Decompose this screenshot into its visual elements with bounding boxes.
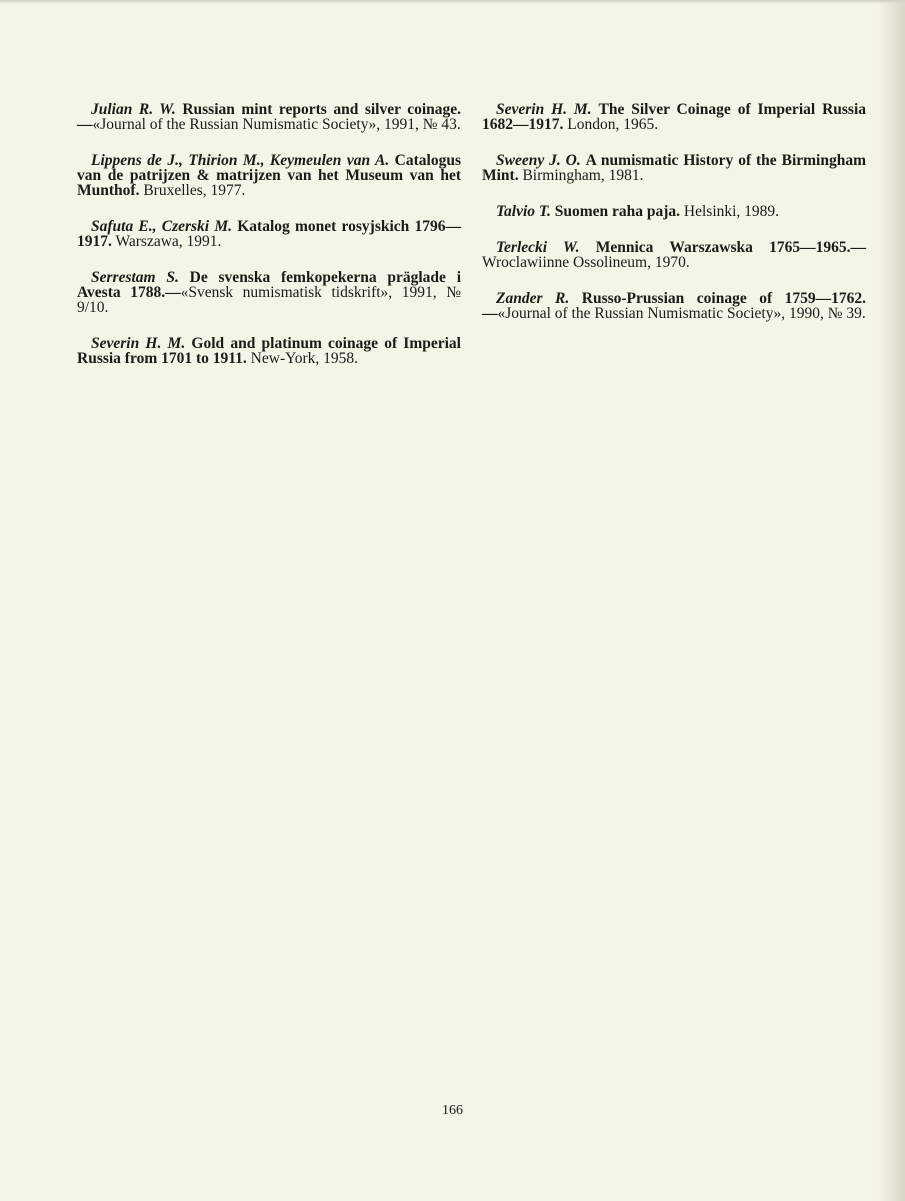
entry-author: Serrestam S. — [91, 269, 179, 286]
entry-author: Terlecki W. — [496, 239, 580, 256]
page-number: 166 — [442, 1103, 463, 1118]
entry-author: Sweeny J. O. — [496, 152, 581, 169]
entry-title: Suomen raha paja. — [554, 203, 681, 220]
bibliography-entry — [482, 102, 866, 132]
bibliography-entry — [77, 102, 461, 132]
bibliography-entry — [77, 153, 461, 198]
page-top-edge — [0, 0, 905, 4]
entry-publication: Birmingham, 1981. — [522, 167, 644, 184]
entry-publication: Wroclawiinne Ossolineum, 1970. — [482, 254, 690, 271]
entry-author: Severin H. M. — [496, 101, 592, 118]
entry-author: Safuta E., Czerski M. — [91, 218, 232, 235]
entry-title: De svenska femkopekerna präglade i Avesta 1788.— — [77, 269, 462, 301]
bibliography-column-right — [482, 102, 866, 342]
page-gutter-shadow — [879, 0, 905, 1201]
entry-publication: London, 1965. — [567, 116, 659, 133]
entry-title: Katalog monet rosyjskich 1796—1917. — [77, 218, 462, 250]
entry-publication: Bruxelles, 1977. — [143, 182, 246, 199]
entry-title: Catalogus van de patrijzen & matrijzen van het Museum van het Munthof. — [77, 152, 461, 199]
bibliography-entry — [77, 219, 461, 249]
bibliography-entry — [482, 291, 866, 321]
entry-title: Russian mint reports and silver coinage.— — [77, 101, 462, 133]
bibliography-entry — [482, 153, 866, 183]
entry-title: The Silver Coinage of Imperial Russia 1682—1917. — [482, 101, 867, 133]
bibliography-entry — [482, 240, 866, 270]
entry-title: Russo-Prussian coinage of 1759—1762.— — [482, 290, 866, 322]
entry-author: Severin H. M. — [91, 335, 186, 352]
entry-author: Lippens de J., Thirion M., Keymeulen van A. — [91, 152, 390, 169]
entry-publication: Helsinki, 1989. — [683, 203, 780, 220]
entry-title: Mennica Warszawska 1765—1965.— — [595, 239, 866, 256]
entry-publication: New-York, 1958. — [250, 350, 359, 367]
entry-title: A numismatic History of the Birmingham Mint. — [482, 152, 866, 184]
entry-author: Talvio T. — [496, 203, 551, 220]
entry-publication: Warszawa, 1991. — [115, 233, 222, 250]
entry-title: Gold and platinum coinage of Imperial Russia from 1701 to 1911. — [77, 335, 461, 367]
entry-publication: «Journal of the Russian Numismatic Society», 1990, № 39. — [497, 305, 866, 322]
entry-publication: «Svensk numismatisk tidskrift», 1991, № 9/10. — [77, 284, 461, 316]
bibliography-column-left — [77, 102, 461, 387]
entry-author: Zander R. — [496, 290, 570, 307]
bibliography-entry — [482, 204, 866, 219]
entry-publication: «Journal of the Russian Numismatic Society», 1991, № 43. — [92, 116, 461, 133]
bibliography-entry — [77, 270, 461, 315]
bibliography-entry — [77, 336, 461, 366]
entry-author: Julian R. W. — [91, 101, 176, 118]
